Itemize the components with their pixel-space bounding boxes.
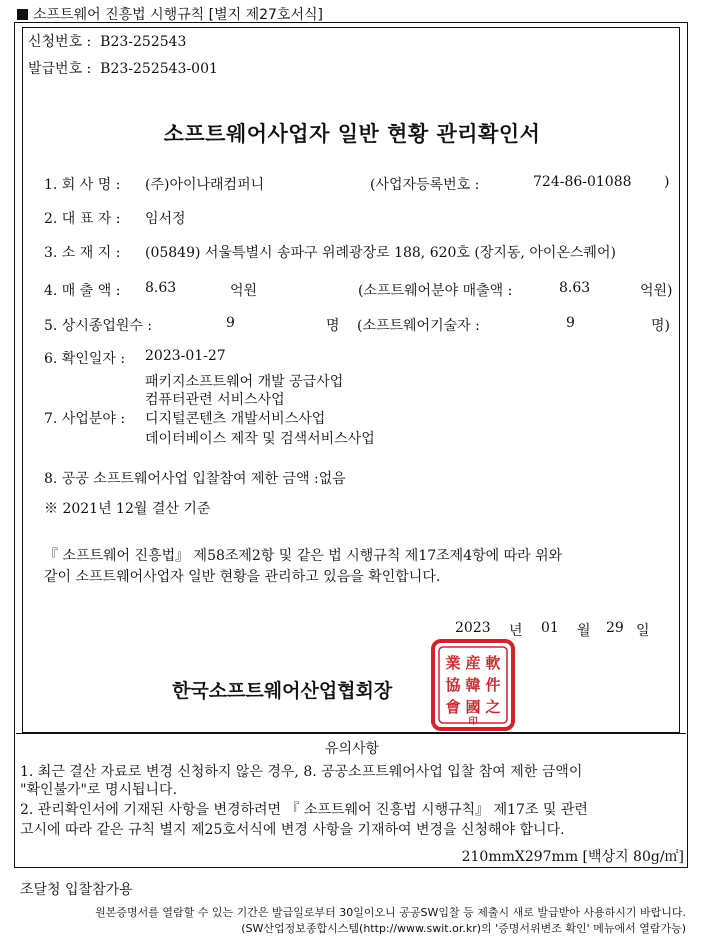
sw-sales-value: 8.63 <box>559 280 591 296</box>
confirm-date-value: 2023-01-27 <box>145 348 226 364</box>
ceo-label: 2. 대 표 자 : <box>44 211 121 227</box>
seal-char: 之 <box>485 698 501 716</box>
business-item: 데이터베이스 제작 및 검색서비스사업 <box>145 431 375 447</box>
biz-reg-number: 724-86-01088 <box>533 174 632 190</box>
sw-tech-label: (소프트웨어기술자 : <box>357 318 480 334</box>
form-label: 소프트웨어 진흥법 시행규칙 [별지 제27호서식] <box>17 4 323 24</box>
seal-char: 會 <box>445 698 461 716</box>
application-number: 신청번호 : B23-252543 <box>28 34 187 50</box>
employees-value: 9 <box>226 315 235 331</box>
issuer-name: 한국소프트웨어산업협회장 <box>172 680 393 702</box>
seal-char: 軟 <box>485 654 501 672</box>
ceo-name: 임서정 <box>145 211 186 227</box>
footer-notice: 원본증명서를 열람할 수 있는 기간은 발급일로부터 30일이오니 공공SW입찰 등 제출시 새로 발급받아 사용하시기 바랍니다. <box>95 906 686 919</box>
address-value: (05849) 서울특별시 송파구 위례광장로 188, 620호 (장지동, 아이온스퀘어) <box>145 245 616 261</box>
sw-sales-label: (소프트웨어분야 매출액 : <box>358 283 513 299</box>
business-item: 컴퓨터관련 서비스사업 <box>145 392 285 408</box>
note-line: 고시에 따라 같은 규칙 별지 제25호서식에 변경 사항을 기재하여 변경을 신청해야 합니다. <box>20 822 565 838</box>
company-name: (주)아이나래컴퍼니 <box>145 177 265 193</box>
employees-unit: 명 <box>326 318 340 334</box>
date-month-unit: 월 <box>577 623 591 639</box>
address-label: 3. 소 재 지 : <box>44 245 121 261</box>
square-bullet-icon <box>17 9 28 20</box>
purpose-label: 조달청 입찰참가용 <box>20 882 133 898</box>
confirm-date-label: 6. 확인일자 : <box>44 351 126 367</box>
date-year-unit: 년 <box>509 623 523 639</box>
seal-char: 韓 <box>465 676 481 694</box>
sales-value: 8.63 <box>145 280 177 296</box>
biz-reg-label: (사업자등록번호 : <box>370 177 480 193</box>
biz-reg-close: ) <box>664 174 670 190</box>
date-month: 01 <box>541 620 559 636</box>
statement-line: 『 소프트웨어 진흥법』 제58조제2항 및 같은 법 시행규칙 제17조제4항에 따라 위와 <box>44 548 563 564</box>
notes-title: 유의사항 <box>324 741 380 757</box>
date-day-unit: 일 <box>636 623 650 639</box>
seal-char: 國 <box>465 698 481 716</box>
basis-note: ※ 2021년 12월 결산 기준 <box>44 501 211 517</box>
paper-size: 210mmX297mm [백상지 80g/㎡] <box>461 849 684 865</box>
notes-divider <box>16 733 686 734</box>
official-seal-icon <box>430 638 516 732</box>
bid-limit: 8. 공공 소프트웨어사업 입찰참여 제한 금액 :없음 <box>44 471 346 487</box>
sales-unit: 억원 <box>230 283 258 299</box>
sw-tech-value: 9 <box>566 315 575 331</box>
seal-char: 印 <box>468 717 478 727</box>
business-label: 7. 사업분야 : <box>44 411 126 427</box>
employees-label: 5. 상시종업원수 : <box>44 318 153 334</box>
seal-char: 産 <box>465 654 481 672</box>
business-item: 패키지소프트웨어 개발 공급사업 <box>145 374 344 390</box>
sw-sales-unit: 억원) <box>640 283 673 299</box>
sales-label: 4. 매 출 액 : <box>44 283 121 299</box>
sw-tech-unit: 명) <box>651 318 670 334</box>
company-label: 1. 회 사 명 : <box>44 177 121 193</box>
seal-char: 協 <box>445 676 461 694</box>
footer-notice: (SW산업정보종합시스템(http://www.swit.or.kr)의 '증명서위변조 확인' 메뉴에서 열람가능) <box>241 922 686 935</box>
seal-char: 件 <box>485 676 501 694</box>
note-line: 1. 최근 결산 자료로 변경 신청하지 않은 경우, 8. 공공소프트웨어사업 입찰 참여 제한 금액이 <box>20 764 583 780</box>
issue-number: 발급번호 : B23-252543-001 <box>28 61 218 77</box>
seal-char: 業 <box>445 654 461 672</box>
business-item: 디지털콘텐츠 개발서비스사업 <box>145 411 326 427</box>
note-line: "확인불가"로 명시됩니다. <box>20 782 178 798</box>
date-day: 29 <box>606 620 624 636</box>
note-line: 2. 관리확인서에 기재된 사항을 변경하려면 『 소프트웨어 진흥법 시행규칙』 제17조 및 관련 <box>20 802 588 818</box>
date-year: 2023 <box>455 620 491 636</box>
statement-line: 같이 소프트웨어사업자 일반 현황을 관리하고 있음을 확인합니다. <box>44 569 441 585</box>
document-title: 소프트웨어사업자 일반 현황 관리확인서 <box>163 121 541 146</box>
